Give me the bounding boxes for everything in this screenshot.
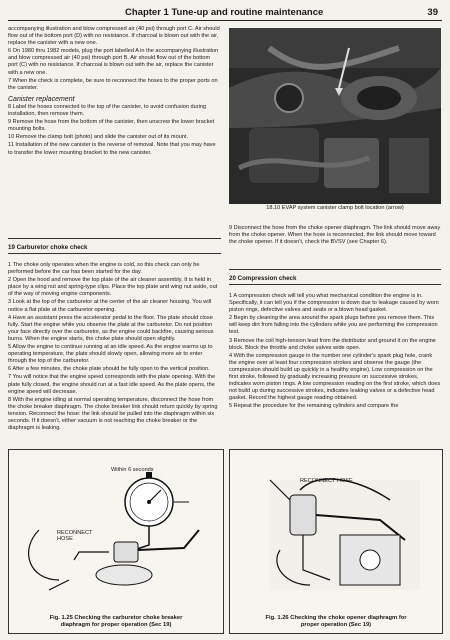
section-20-body (229, 293, 441, 412)
paragraph: 3 Look at the top of the carburetor at the center of the air cleaner housing. You will notice a flat plate at the carburetor opening. (8, 299, 212, 313)
paragraph: 9 Remove the hose from the bottom of the canister, then unscrew the lower bracket mounting bolts. (8, 119, 215, 133)
paragraph: 3 Remove the coil high-tension lead from the distributor and ground it on the engine block. Block the throttle and choke valves wide open. (229, 337, 436, 351)
section-divider (229, 269, 441, 270)
paragraph: 6 After a few minutes, the choke plate should be fully open to the vertical position. (8, 366, 210, 373)
fig-caption-line2: proper operation (Sec 19) (300, 622, 372, 628)
paragraph: 7 When the check is complete, be sure to reconnect the hoses to the proper ports on the canister. (8, 77, 218, 91)
figure-1-25 (8, 449, 224, 634)
paragraph: 2 Open the hood and remove the top plate of the air cleaner assembly. It is held in place by a wing nut and spring-type clips. Place the top plate and wing nut aside, out of the way of moving engine components. (8, 277, 218, 298)
paragraph: 8 With the engine idling at normal operating temperature, disconnect the hose from the choke breaker diaphragm. The choke breaker link should return quickly by spring tension. Reconnect the hose: the link should be pulled into the diaphragm within six seconds. If it doesn't, either vacuum is not reaching the choke breaker or the diaphragm is leaking. (8, 396, 218, 432)
left-top-column (8, 26, 221, 158)
paragraph: 9 Disconnect the hose from the choke opener diaphragm. The link should move away from the choke opener. When the hose is reconnected, the link should move toward the choke opener. If it doesn't, check the BVSV (see Chapter 6). (229, 225, 441, 246)
paragraph: 4 Have an assistant press the accelerator pedal to the floor. The plate should close fully. Start the engine while you observe the plate at the carburetor. Do not position your face directly over the carburetor, as the engine could backfire, causing serious burns. When the engine starts, the choke plate should open slightly. (8, 314, 214, 342)
paragraph: 5 Allow the engine to continue running at an idle speed. As the engine warms up to operating temperature, the plate should slowly open, allowing more air to enter through the top of the carburetor. (8, 344, 213, 365)
paragraph: 7 You will notice that the engine speed corresponds with the plate opening. With the plate fully closed, the engine should run at a fast idle speed. As the plate opens, the engine speed will decrease. (8, 374, 216, 395)
paragraph: 6 On 1980 thru 1982 models, plug the port labelled A in the accompanying illustration and blow compressed air (40 psi) through port B. Air should flow out of the bottom port (C) with no resistance. If charcoal is blown out with the air, replace the canister with a new one. (8, 48, 219, 76)
section-19-body (8, 262, 221, 433)
paragraph: 10 Remove the clamp bolt (photo) and slide the canister out of its mount. (8, 134, 189, 141)
paragraph: 11 Installation of the new canister is the reverse of removal. Note that you may have to transfer the lower mounting bracket to the new canister. (8, 142, 216, 156)
section-20-title: 20 Compression check (229, 275, 297, 282)
photo-caption: 18.10 EVAP system canister clamp bolt location (arrow) (266, 205, 404, 211)
paragraph: 5 Repeat the procedure for the remaining cylinders and compare the (229, 403, 399, 410)
fig-label-time: Within 6 seconds (111, 467, 154, 473)
page-number: 39 (427, 7, 438, 18)
choke-opener-diagram (230, 450, 442, 600)
fig-caption (9, 615, 223, 629)
paragraph: 2 Begin by cleaning the area around the spark plugs before you remove them. This will keep dirt from falling into the cylinders while you are performing the compression test. (229, 315, 438, 336)
header-rule (8, 20, 442, 21)
fig-label-hose: RECONNECT HOSE (300, 478, 353, 484)
section-19-title: 19 Carburetor choke check (8, 244, 88, 251)
fig-caption-line1: Fig. 1.26 Checking the choke opener diaphragm for (265, 615, 407, 621)
fig-caption-line1: Fig. 1.25 Checking the carburetor choke breaker (49, 615, 183, 621)
paragraph: 1 The choke only operates when the engine is cold, so this check can only be performed before the car has been started for the day. (8, 262, 200, 276)
fig-caption-line2: diaphragm for proper operation (Sec 19) (60, 622, 172, 628)
paragraph: 1 A compression check will tell you what mechanical condition the engine is in. Specifically, it can tell you if the compression is down due to leakage caused by worn piston rings, defective valves and seats or a blown head gasket. (229, 293, 439, 314)
section-19-continued (229, 225, 441, 247)
fig-label-hose: RECONNECT HOSE (57, 530, 93, 542)
section-divider (8, 253, 221, 254)
chapter-title: Chapter 1 Tune-up and routine maintenance (125, 7, 324, 18)
page-header (0, 0, 450, 22)
paragraph: 8 Label the hoses connected to the top of the canister, to avoid confusion during installation, then remove them. (8, 103, 207, 118)
paragraph: accompanying illustration and blow compressed air (40 psi) through port C. Air should flow out of the bottom port (D) with no resistance. If charcoal is blown out with the air, replace the canister with a new one. (8, 26, 220, 47)
engine-photo (229, 28, 441, 204)
paragraph: 4 With the compression gauge in the number one cylinder's spark plug hole, crank the engine over at least four compression strokes and observe the gauge (the compression should build up quickly in a healthy engine). Low compression on the first stroke, followed by gradually increasing pressure on successive strokes, indicates worn piston rings. A low compression reading on the first stroke, which does not build up during successive strokes, indicates leaking valves or a defective head gasket. Record the highest gauge reading obtained. (229, 352, 441, 402)
engine-photo-image (229, 28, 441, 204)
section-divider (8, 238, 221, 239)
section-divider (229, 284, 441, 285)
figure-1-26 (229, 449, 443, 634)
subheading: Canister replacement (8, 95, 75, 103)
fig-caption (230, 615, 442, 629)
